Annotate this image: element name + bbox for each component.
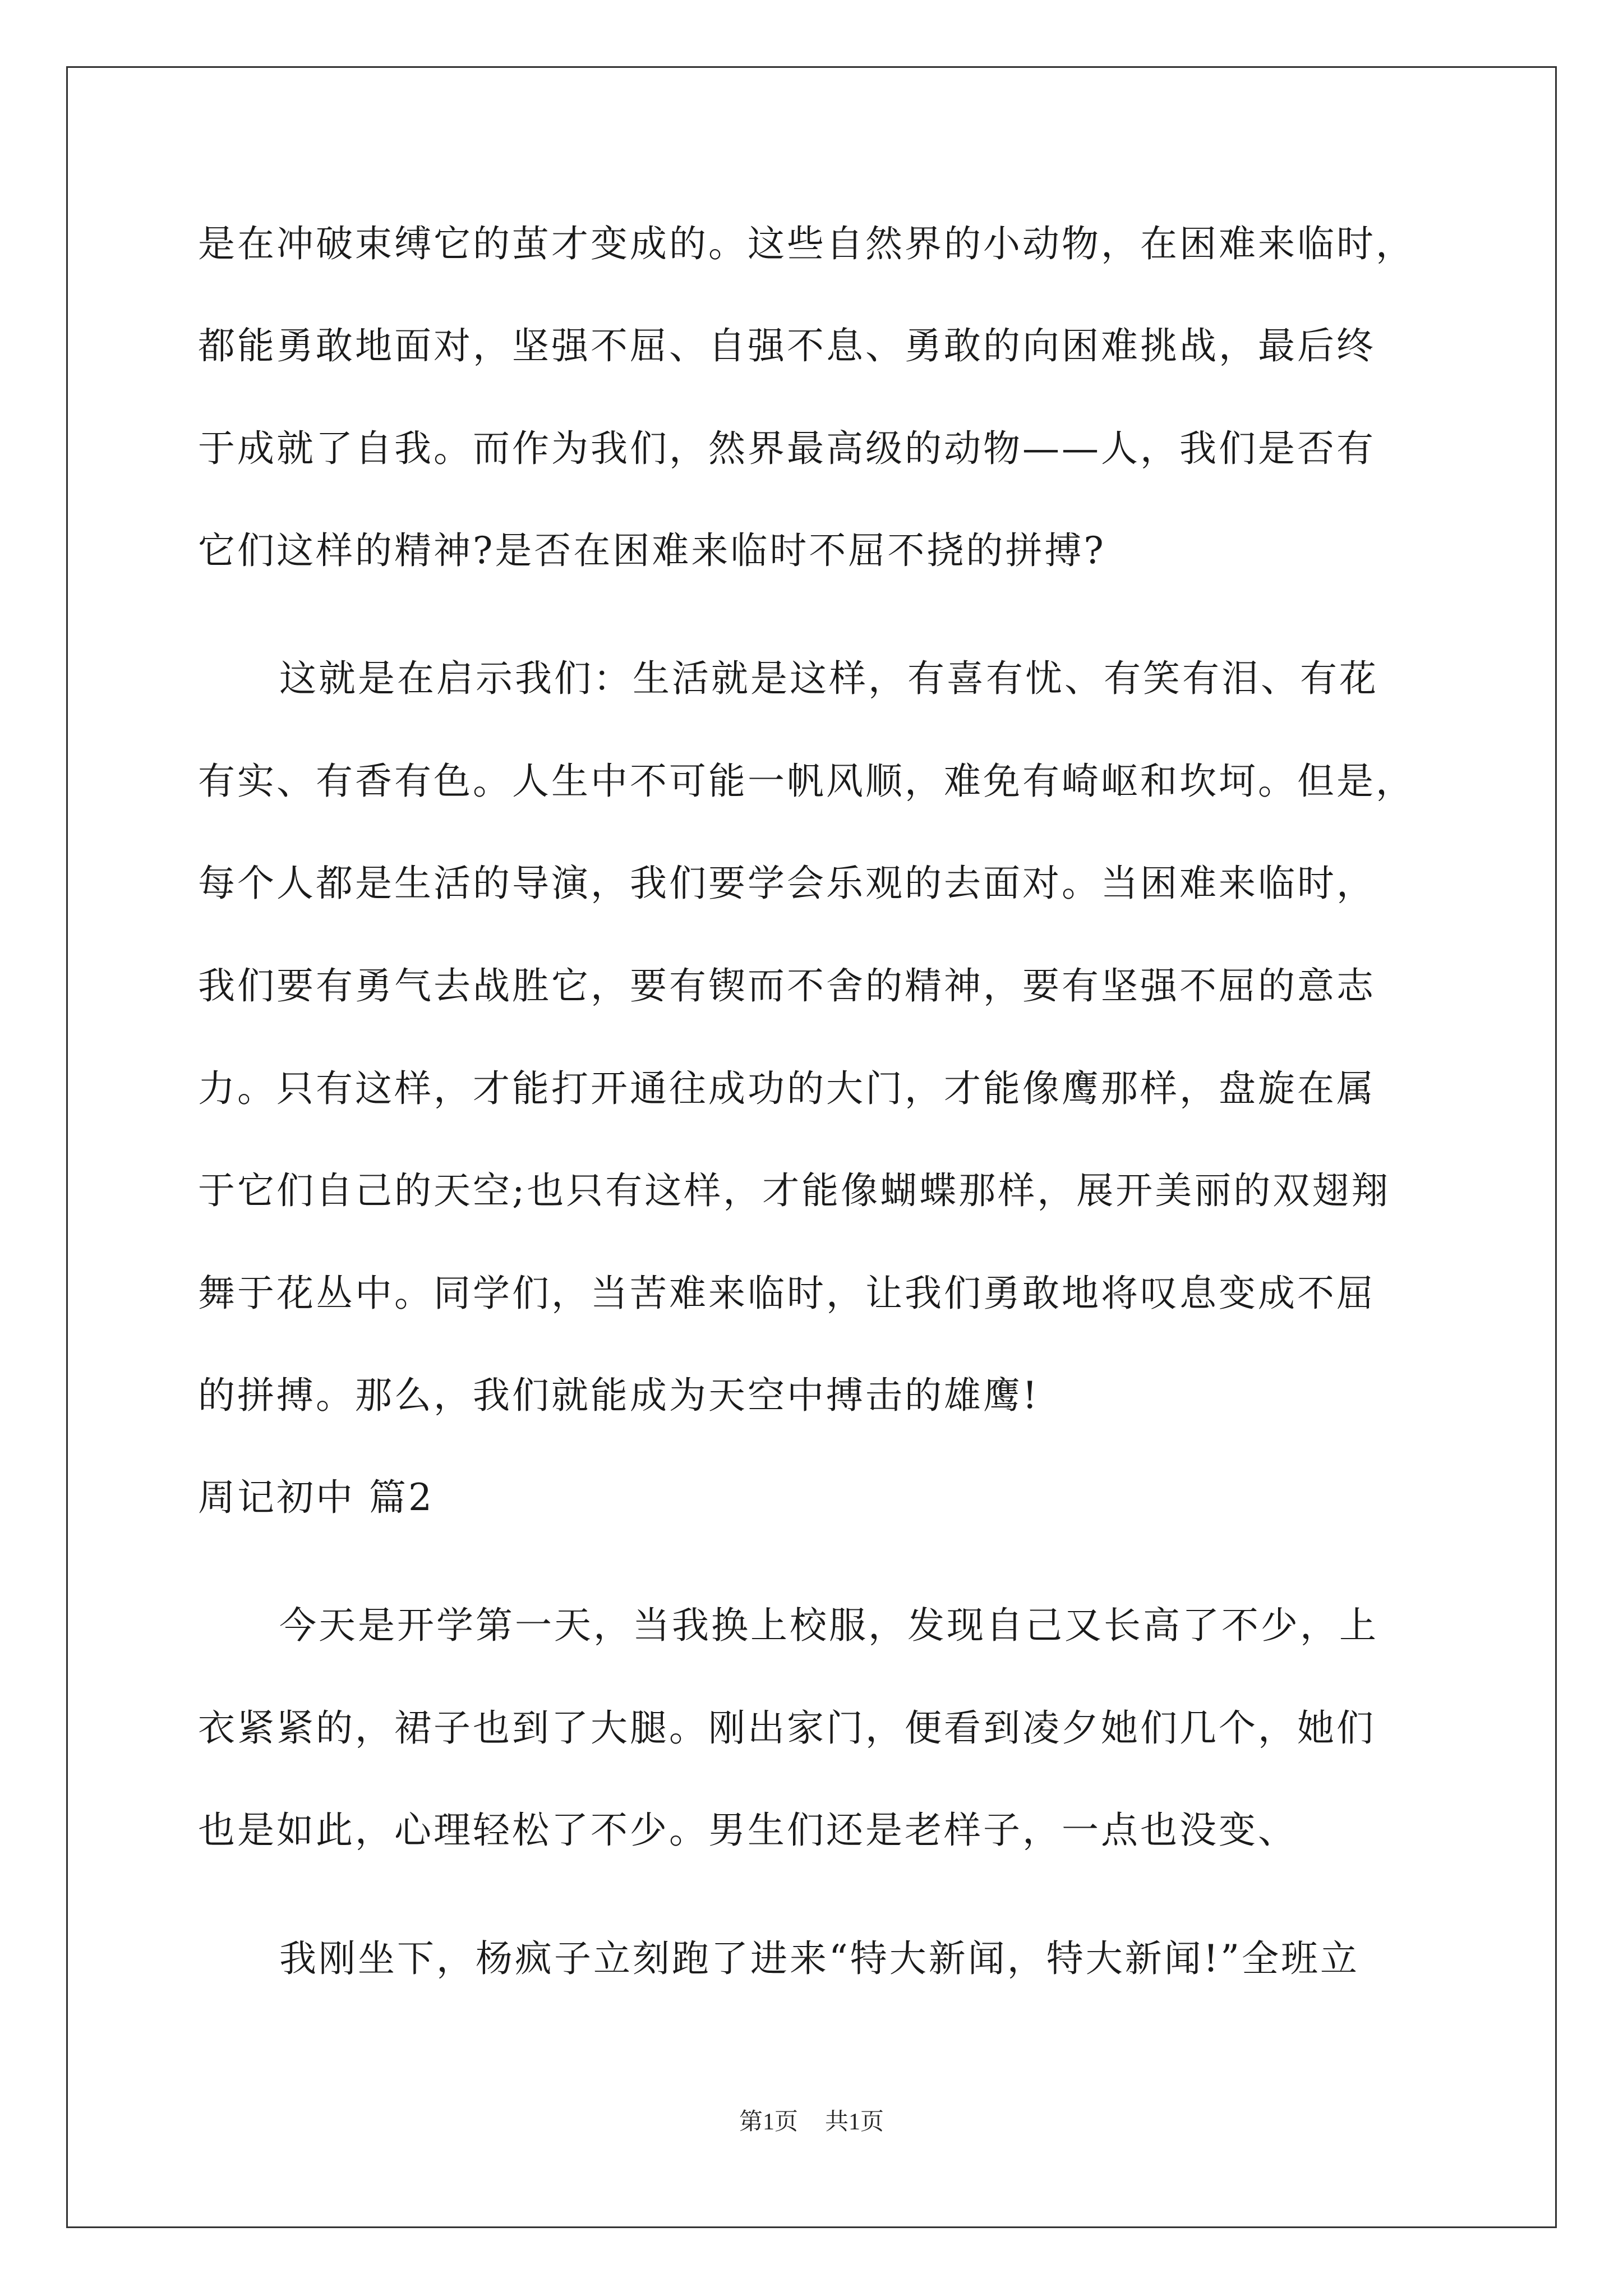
paragraph-line: 有实、有香有色。人生中不可能一帆风顺，难免有崎岖和坎坷。但是， xyxy=(198,760,1415,803)
paragraph-line: 它们这样的精神?是否在困难来临时不屈不挠的拼搏? xyxy=(198,529,1106,572)
page-border xyxy=(66,66,1557,2228)
paragraph-line: 每个人都是生活的导演，我们要学会乐观的去面对。当困难来临时， xyxy=(198,862,1376,905)
page-number: 第1页 xyxy=(739,2109,798,2135)
paragraph-line: 我刚坐下，杨疯子立刻跑了进来“特大新闻，特大新闻!”全班立 xyxy=(279,1937,1360,1980)
paragraph-line: 是在冲破束缚它的茧才变成的。这些自然界的小动物，在困难来临时， xyxy=(198,222,1415,265)
page-total: 共1页 xyxy=(825,2109,884,2135)
paragraph-line: 于它们自己的天空;也只有这样，才能像蝴蝶那样，展开美丽的双翅翔 xyxy=(198,1169,1391,1212)
page-footer xyxy=(0,2108,1623,2137)
paragraph-line: 力。只有这样，才能打开通往成功的大门，才能像鹰那样，盘旋在属 xyxy=(198,1067,1376,1110)
paragraph-line: 衣紧紧的，裙子也到了大腿。刚出家门，便看到凌夕她们几个，她们 xyxy=(198,1706,1376,1750)
paragraph-line: 于成就了自我。而作为我们，然界最高级的动物——人，我们是否有 xyxy=(198,427,1376,470)
paragraph-line: 也是如此，心理轻松了不少。男生们还是老样子，一点也没变、 xyxy=(198,1809,1297,1852)
section-heading: 周记初中 篇2 xyxy=(198,1476,434,1519)
paragraph-line: 我们要有勇气去战胜它，要有锲而不舍的精神，要有坚强不屈的意志 xyxy=(198,964,1376,1007)
paragraph-line: 这就是在启示我们：生活就是这样，有喜有忧、有笑有泪、有花 xyxy=(279,657,1378,700)
paragraph-line: 舞于花丛中。同学们，当苦难来临时，让我们勇敢地将叹息变成不屈 xyxy=(198,1272,1376,1315)
paragraph-line: 都能勇敢地面对，坚强不屈、自强不息、勇敢的向困难挑战，最后终 xyxy=(198,324,1376,367)
paragraph-line: 的拼搏。那么，我们就能成为天空中搏击的雄鹰! xyxy=(198,1374,1040,1417)
paragraph-line: 今天是开学第一天，当我换上校服，发现自己又长高了不少，上 xyxy=(279,1604,1378,1647)
